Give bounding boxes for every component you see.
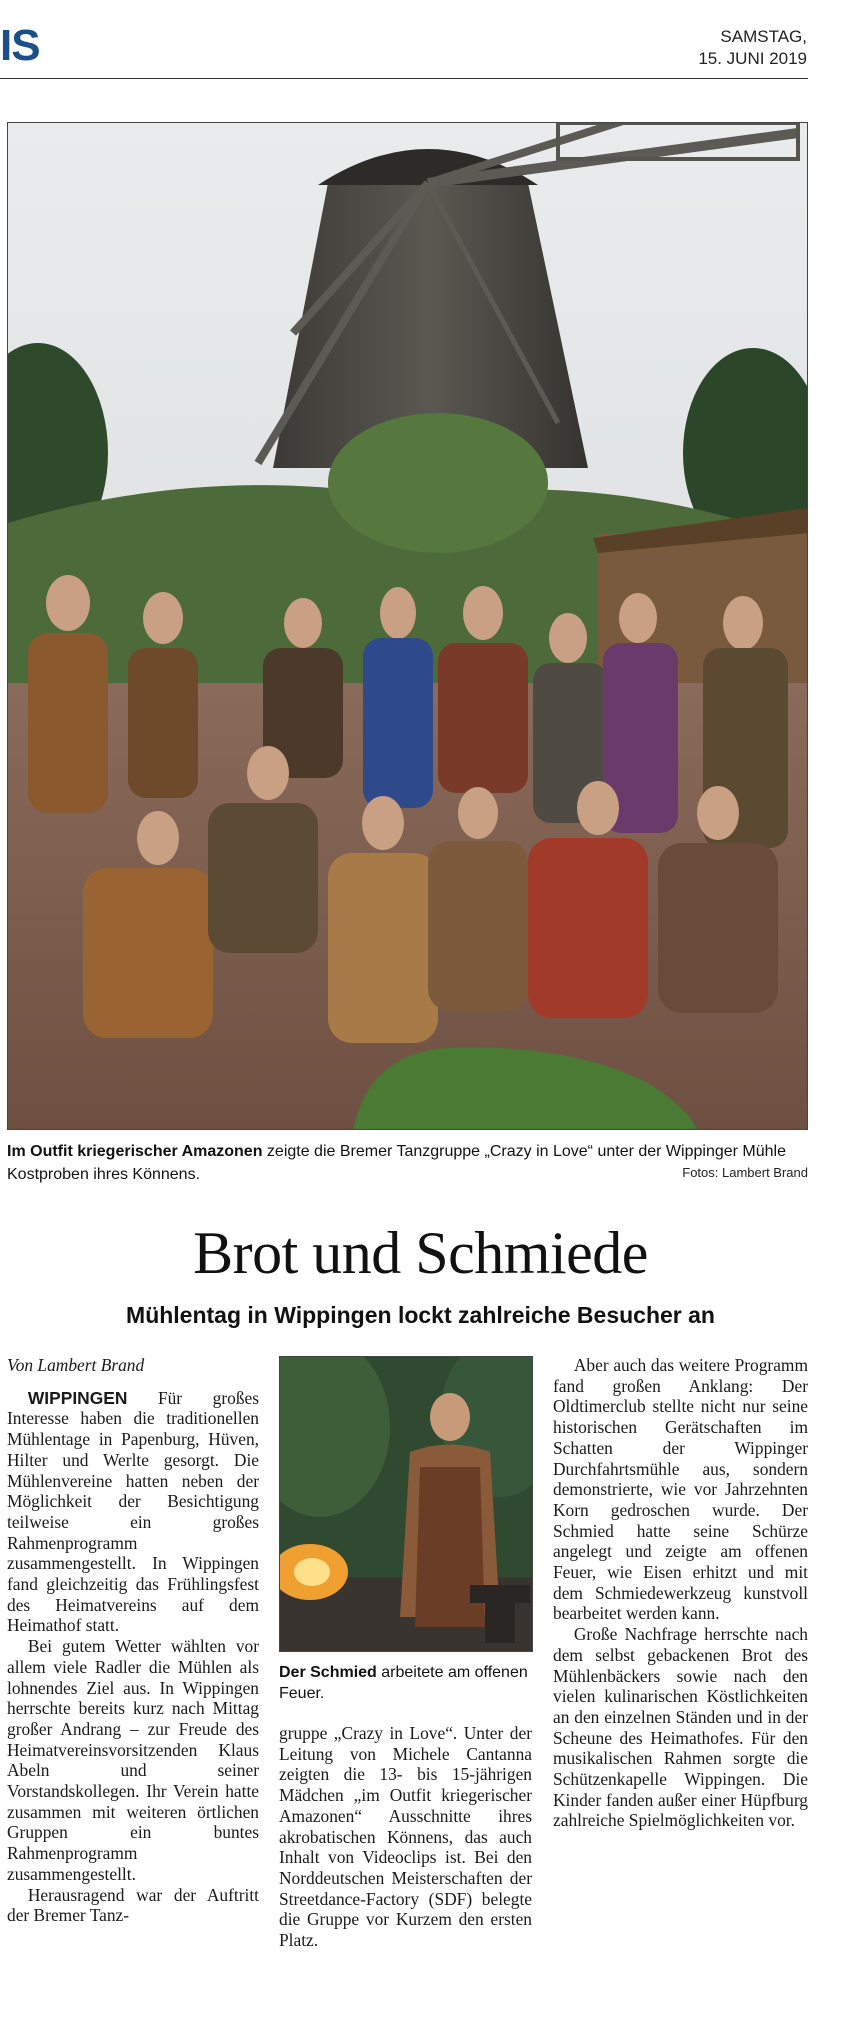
article-column-3 <box>553 1355 808 1831</box>
header-divider <box>0 78 808 79</box>
photo-credit: Fotos: Lambert Brand <box>682 1165 808 1180</box>
article-byline: Von Lambert Brand <box>7 1355 145 1375</box>
issue-day: SAMSTAG, <box>720 27 807 46</box>
article-headline: Brot und Schmiede <box>193 1220 648 1286</box>
smith-photo <box>279 1356 533 1652</box>
main-caption-bold: Im Outfit kriegerischer Amazonen <box>7 1143 263 1160</box>
article-paragraph: Große Nachfrage herrschte nach dem selbst gebackenen Brot des Mühlenbäckers sowie nach den vielen kulinarischen Köstlichkeiten an den einzelnen Ständen und in der Scheune des Heimathofes. Für den musikalischen Rahmen sorgte die Schützenkapelle Wippingen. Die Kinder fanden außer einer Hüpfburg zahlreiche Spielmöglichkeiten vor. <box>553 1624 808 1831</box>
article-paragraph <box>7 1388 259 1636</box>
smith-caption-bold: Der Schmied <box>279 1664 377 1681</box>
issue-date-text: 15. JUNI 2019 <box>698 49 807 68</box>
main-photo-windmill-dancers <box>7 122 808 1130</box>
article-paragraph: Aber auch das weitere Programm fand großen Anklang: Der Oldtimerclub stellte nicht nur seine historischen Gerätschaften im Schatten der Wippinger Durchfahrtsmühle aus, sondern demonstrierte, wie vor Jahrzehnten Korn gedroschen wurde. Der Schmied hatte seine Schürze angelegt und zeigte am offenen Feuer, wie Eisen erhitzt und mit dem Schmiedewerkzeug kunstvoll bearbeitet werden kann. <box>553 1355 808 1624</box>
newspaper-masthead: IS <box>0 21 40 70</box>
article-dateline: WIPPINGEN <box>27 1387 128 1408</box>
article-column-2 <box>279 1723 532 1951</box>
smith-photo-caption <box>279 1662 533 1704</box>
article-paragraph: Herausragend war der Auftritt der Bremer Tanz- <box>7 1884 259 1926</box>
article-paragraph: Bei gutem Wetter wählten vor allem viele Radler die Mühlen als lohnendes Ziel aus. In Wippingen herrschte bereits kurz nach Mittag großer Andrang – zur Freude des Heimatvereinsvorsitzenden Klaus Abeln und seiner Vorstandskollegen. Ihr Verein hatte zusammen mit weiteren örtlichen Gruppen ein buntes Rahmenprogramm zusammengestellt. <box>7 1636 259 1884</box>
issue-date <box>698 26 807 70</box>
article-paragraph: gruppe „Crazy in Love“. Unter der Leitung von Michele Cantanna zeigten die 13- bis 15-jährigen Mädchen „im Outfit kriegerischer Amazonen“ Ausschnitte ihres akrobatischen Könnens, das auch Inhalt von Videoclips ist. Bei den Norddeutschen Meisterschaften der Streetdance-Factory (SDF) belegte die Gruppe vor Kurzem den ersten Platz. <box>279 1723 532 1951</box>
article-paragraph-text: Für großes Interesse haben die traditionellen Mühlentage in Papenburg, Hüven, Hilter und Werlte gesorgt. Die Mühlenvereine hatten neben der Möglichkeit der Besichtigung teilweise ein großes Rahmenprogramm zusammengestellt. In Wippingen fand gleichzeitig das Frühlingsfest des Heimatvereins auf dem Heimathof statt. <box>7 1387 259 1636</box>
smith-caption-text: arbeitete am offenen Feuer. <box>279 1664 528 1702</box>
main-caption-text: zeigte die Bremer Tanzgruppe „Crazy in Love“ unter der Wippinger Mühle Kostproben ihres Könnens. <box>7 1143 786 1183</box>
article-column-1 <box>7 1355 259 1926</box>
article-subheadline: Mühlentag in Wippingen lockt zahlreiche Besucher an <box>126 1302 715 1328</box>
